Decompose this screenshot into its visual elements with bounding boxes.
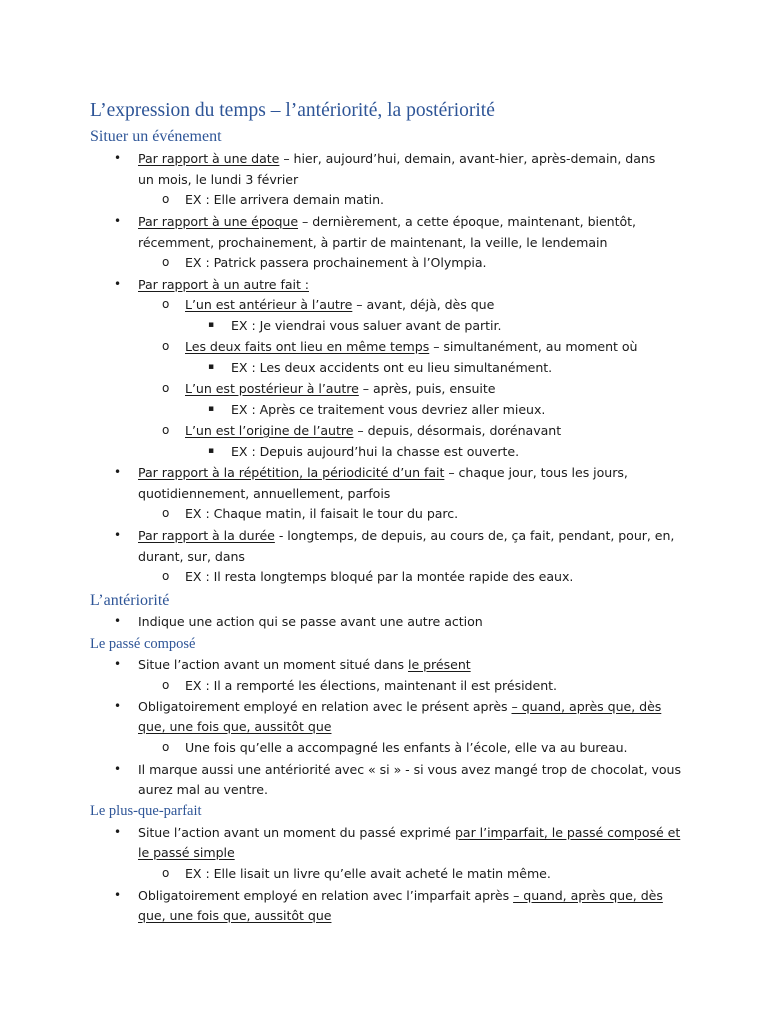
circle-bullet-icon: o xyxy=(162,866,170,880)
list-item: Par rapport à une époque – dernièrement, a cette époque, maintenant, bientôt, xyxy=(138,214,637,229)
square-bullet-icon: ▪ xyxy=(208,446,215,456)
example-item: EX : Elle arrivera demain matin. xyxy=(185,192,385,207)
sub-list-item: L’un est antérieur à l’autre – avant, déjà, dès que xyxy=(185,297,495,312)
circle-bullet-icon: o xyxy=(162,192,170,206)
list-item: Il marque aussi une antériorité avec « si » - si vous avez mangé trop de chocolat, vous xyxy=(138,762,681,777)
section-heading-situer: Situer un événement xyxy=(90,128,222,145)
bullet-icon: • xyxy=(114,465,122,479)
list-item: Par rapport à la répétition, la périodicité d’un fait – chaque jour, tous les jours, xyxy=(138,465,628,480)
bullet-icon: • xyxy=(114,277,122,291)
square-bullet-icon: ▪ xyxy=(208,404,215,414)
bullet-icon: • xyxy=(114,614,122,628)
example-item: EX : Patrick passera prochainement à l’Olympia. xyxy=(185,255,487,270)
circle-bullet-icon: o xyxy=(162,339,170,353)
sub-list-item: L’un est postérieur à l’autre – après, puis, ensuite xyxy=(185,381,496,396)
bullet-icon: • xyxy=(114,699,122,713)
example-item: Une fois qu’elle a accompagné les enfants à l’école, elle va au bureau. xyxy=(185,740,628,755)
circle-bullet-icon: o xyxy=(162,423,170,437)
list-item: Par rapport à une date – hier, aujourd’hui, demain, avant-hier, après-demain, dans xyxy=(138,151,656,166)
example-item: EX : Chaque matin, il faisait le tour du parc. xyxy=(185,506,459,521)
square-bullet-icon: ▪ xyxy=(208,320,215,330)
example-item: EX : Il resta longtemps bloqué par la montée rapide des eaux. xyxy=(185,569,574,584)
example-item: EX : Je viendrai vous saluer avant de partir. xyxy=(231,318,502,333)
list-item: Indique une action qui se passe avant une autre action xyxy=(138,614,483,629)
list-item-continuation: quotidiennement, annuellement, parfois xyxy=(138,486,391,501)
list-item-continuation: durant, sur, dans xyxy=(138,549,245,564)
list-item: Obligatoirement employé en relation avec l’imparfait après – quand, après que, dès xyxy=(138,888,663,903)
square-bullet-icon: ▪ xyxy=(208,362,215,372)
list-item: Par rapport à un autre fait : xyxy=(138,277,309,292)
section-heading-passe-compose: Le passé composé xyxy=(90,636,196,652)
circle-bullet-icon: o xyxy=(162,740,170,754)
example-item: EX : Après ce traitement vous devriez aller mieux. xyxy=(231,402,546,417)
sub-list-item: L’un est l’origine de l’autre – depuis, désormais, dorénavant xyxy=(185,423,562,438)
list-item: Situe l’action avant un moment du passé exprimé par l’imparfait, le passé composé et xyxy=(138,825,681,840)
sub-list-item: Les deux faits ont lieu en même temps – simultanément, au moment où xyxy=(185,339,638,354)
circle-bullet-icon: o xyxy=(162,506,170,520)
list-item-continuation: le passé simple xyxy=(138,845,235,860)
example-item: EX : Les deux accidents ont eu lieu simultanément. xyxy=(231,360,553,375)
list-item-continuation: récemment, prochainement, à partir de maintenant, la veille, le lendemain xyxy=(138,235,608,250)
bullet-icon: • xyxy=(114,214,122,228)
example-item: EX : Depuis aujourd’hui la chasse est ouverte. xyxy=(231,444,520,459)
bullet-icon: • xyxy=(114,528,122,542)
example-item: EX : Elle lisait un livre qu’elle avait acheté le matin même. xyxy=(185,866,551,881)
list-item-continuation: que, une fois que, aussitôt que xyxy=(138,719,332,734)
section-heading-plus-que-parfait: Le plus-que-parfait xyxy=(90,803,202,819)
document-title: L’expression du temps – l’antériorité, la postériorité xyxy=(90,100,495,121)
bullet-icon: • xyxy=(114,888,122,902)
list-item: Obligatoirement employé en relation avec le présent après – quand, après que, dès xyxy=(138,699,662,714)
circle-bullet-icon: o xyxy=(162,381,170,395)
list-item-continuation: un mois, le lundi 3 février xyxy=(138,172,299,187)
list-item-continuation: aurez mal au ventre. xyxy=(138,782,268,797)
bullet-icon: • xyxy=(114,151,122,165)
example-item: EX : Il a remporté les élections, maintenant il est président. xyxy=(185,678,557,693)
list-item: Par rapport à la durée - longtemps, de depuis, au cours de, ça fait, pendant, pour, en, xyxy=(138,528,675,543)
bullet-icon: • xyxy=(114,825,122,839)
circle-bullet-icon: o xyxy=(162,569,170,583)
circle-bullet-icon: o xyxy=(162,255,170,269)
bullet-icon: • xyxy=(114,657,122,671)
circle-bullet-icon: o xyxy=(162,678,170,692)
bullet-icon: • xyxy=(114,762,122,776)
list-item-continuation: que, une fois que, aussitôt que xyxy=(138,908,332,923)
section-heading-anteriorite: L’antériorité xyxy=(90,592,170,609)
list-item: Situe l’action avant un moment situé dans le présent xyxy=(138,657,471,672)
circle-bullet-icon: o xyxy=(162,297,170,311)
